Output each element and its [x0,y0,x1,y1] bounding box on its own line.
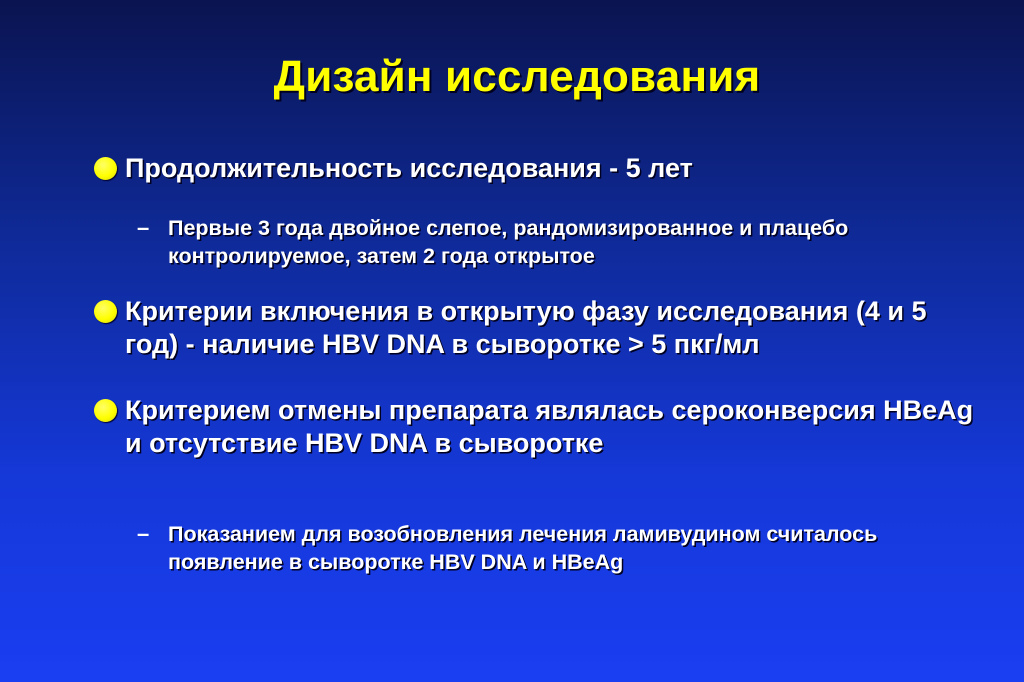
bullet-text: Критерии включения в открытую фазу исследования (4 и 5 год) - наличие HBV DNA в сыворотке > 5 пкг/мл [125,296,927,359]
dash-icon: – [137,215,150,240]
sub-item-text: Первые 3 года двойное слепое, рандомизированное и плацебо контролируемое, затем 2 года открытое [168,216,849,268]
bullet-icon [94,157,117,180]
bullet-item-withdrawal-criteria [125,394,985,460]
sub-item-text: Показанием для возобновления лечения ламивудином считалось появление в сыворотке HBV DNA и HBeAg [168,522,878,574]
sub-item-retreatment [168,520,928,576]
bullet-icon [94,399,117,422]
bullet-item-inclusion-criteria [125,295,985,361]
sub-item-design [168,214,928,270]
bullet-icon [94,300,117,323]
dash-icon: – [137,521,150,546]
bullet-text: Продолжительность исследования - 5 лет [125,153,693,183]
slide-title: Дизайн исследования [273,52,761,101]
bullet-text: Критерием отмены препарата являлась сероконверсия HBeAg и отсутствие HBV DNA в сыворотке [125,395,974,458]
bullet-item-duration [125,152,985,185]
